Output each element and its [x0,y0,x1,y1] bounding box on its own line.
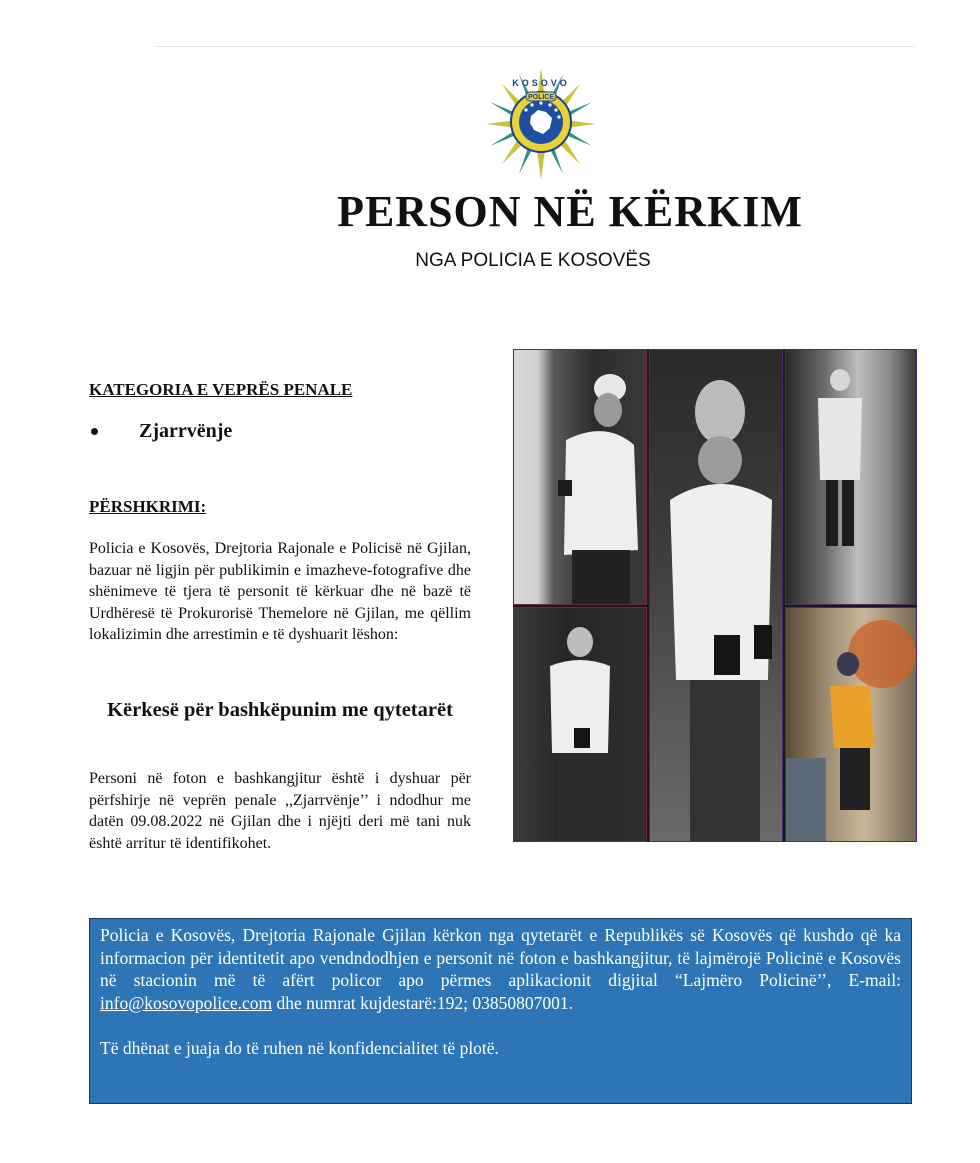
body-text: Personi në foton e bashkangjitur është i dyshuar për përfshirje në veprën penale ,,Zjarrvënje’’ i ndodhur me datën 09.08.2022 në Gjilan dhe i njëjti deri më tani nuk është arritur të identifikohet. [89,770,471,852]
category-heading: KATEGORIA E VEPRËS PENALE [89,380,353,399]
description-text: Policia e Kosovës, Drejtoria Rajonale e Policisë në Gjilan, bazuar në ligjin për publikimin e imazheve-fotografive dhe shënimeve të tjera të personit të kërkuar dhe në bazë të Urdhëresë të Prokurorisë Themelore në Gjilan, me qëllim lokalizimin dhe arrestimin e të dyshuarit lëshon: [89,540,471,643]
page-subtitle: NGA POLICIA E KOSOVËS [415,250,651,271]
contact-info-text [100,924,901,1014]
request-heading: Kërkesë për bashkëpunim me qytetarët [107,699,453,721]
confidentiality-note: Të dhënat e juaja do të ruhen në konfidencialitet të plotë. [100,1038,499,1058]
surveillance-photo [785,607,917,842]
surveillance-photo [649,349,783,842]
contact-info-box [89,918,912,1104]
surveillance-photo [513,349,647,605]
category-item-label: Zjarrvënje [139,420,233,442]
person-figure-icon [786,350,917,605]
description-heading: PËRSHKRIMI: [89,497,207,516]
bullet-icon [91,428,98,435]
email-link[interactable]: info@kosovopolice.com [100,992,273,1013]
person-figure-icon [514,608,647,842]
person-figure-icon [650,350,783,842]
surveillance-photo [785,349,917,605]
surveillance-photo-collage [513,349,917,842]
top-divider [155,46,915,47]
emblem-top-text: KOSOVO [512,78,570,88]
page-title: PERSON NË KËRKIM [337,187,803,236]
person-figure-icon [786,608,917,842]
contact-info-text-start: Policia e Kosovës, Drejtoria Rajonale Gjilan kërkon nga qytetarët e Republikës së Kosovës që kushdo që ka informacion për identitetit apo vendndodhjen e personit në foton e bashkangjitur, të lajmërojë Policinë e Kosovës në stacionin më të afërt policor apo përmes aplikacionit digjital “Lajmëro Policinë’’, E-mail: [100,925,901,990]
kosovo-police-emblem-icon [486,66,596,182]
emblem-band-text: POLICE [527,94,555,102]
person-figure-icon [514,350,647,605]
category-item [89,420,471,443]
contact-info-text-end: dhe numrat kujdestarë:192; 03850807001. [272,992,573,1013]
surveillance-photo [513,607,647,842]
